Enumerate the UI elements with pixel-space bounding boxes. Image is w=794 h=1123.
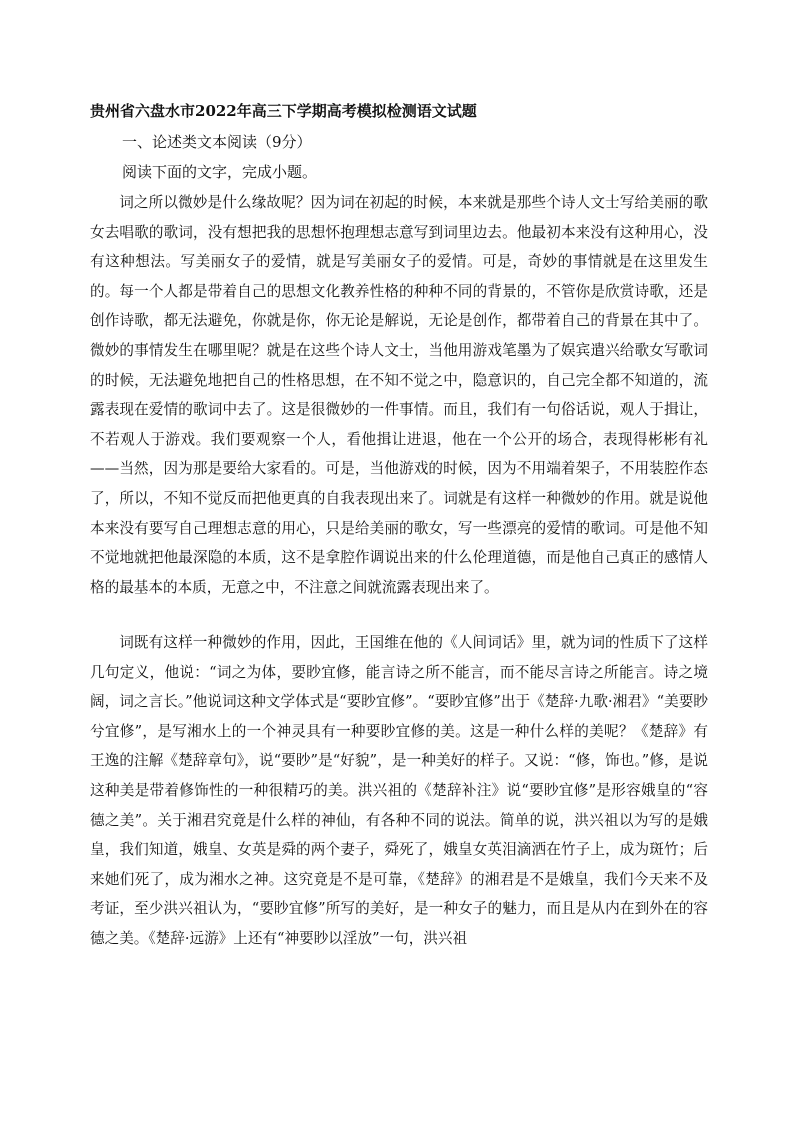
passage-paragraph-2: 词既有这样一种微妙的作用，因此，王国维在他的《人间词话》里，就为词的性质下了这样几句定义，他说：“词之为体，要眇宜修，能言诗之所不能言，而不能尽言诗之所能言。诗之境阔，词之言长。”他说词这种文学体式是“要眇宜修”。“要眇宜修”出于《楚辞·九歌·湘君》“美要眇兮宜修”，是写湘水上的一个神灵具有一种要眇宜修的美。这是一种什么样的美呢？《楚辞》有王逸的注解《楚辞章句》，说“要眇”是“好貌”，是一种美好的样子。又说：“修，饰也。”修，是说这种美是带着修饰性的一种很精巧的美。洪兴祖的《楚辞补注》说“要眇宜修”是形容娥皇的“容德之美”。关于湘君究竟是什么样的神仙，有各种不同的说法。简单的说，洪兴祖以为写的是娥皇，我们知道，娥皇、女英是舜的两个妻子，舜死了，娥皇女英泪滴洒在竹子上，成为斑竹；后来她们死了，成为湘水之神。这究竟是不是可靠，《楚辞》的湘君是不是娥皇，我们今天来不及考证，至少洪兴祖认为，“要眇宜修”所写的美好，是一种女子的魅力，而且是从内在到外在的容德之美。《楚辞·远游》上还有“神要眇以淫放”一句，洪兴祖 <box>90 634 708 947</box>
document-title: 贵州省六盘水市2022年高三下学期高考模拟检测语文试题 <box>90 102 477 120</box>
reading-instruction: 阅读下面的文字，完成小题。 <box>122 163 318 181</box>
section-heading: 一、论述类文本阅读（9分） <box>122 133 312 151</box>
passage-paragraph-1: 词之所以微妙是什么缘故呢？因为词在初起的时候，本来就是那些个诗人文士写给美丽的歌女去唱歌的歌词，没有想把我的思想怀抱理想志意写到词里边去。他最初本来没有这种用心，没有这种想法。写美丽女子的爱情，就是写美丽女子的爱情。可是，奇妙的事情就是在这里发生的。每一个人都是带着自己的思想文化教养性格的种种不同的背景的，不管你是欣赏诗歌，还是创作诗歌，都无法避免，你就是你，你无论是解说，无论是创作，都带着自己的背景在其中了。微妙的事情发生在哪里呢？就是在这些个诗人文士，当他用游戏笔墨为了娱宾遣兴给歌女写歌词的时候，无法避免地把自己的性格思想，在不知不觉之中，隐意识的，自己完全都不知道的，流露表现在爱情的歌词中去了。这是很微妙的一件事情。而且，我们有一句俗话说，观人于揖让，不若观人于游戏。我们要观察一个人，看他揖让进退，他在一个公开的场合，表现得彬彬有礼——当然，因为那是要给大家看的。可是，当他游戏的时候，因为不用端着架子，不用装腔作态了，所以，不知不觉反而把他更真的自我表现出来了。词就是有这样一种微妙的作用。就是说他本来没有要写自己理想志意的用心，只是给美丽的歌女，写一些漂亮的爱情的歌词。可是他不知不觉地就把他最深隐的本质，这不是拿腔作调说出来的什么伦理道德，而是他自己真正的感情人格的最基本的本质，无意之中，不注意之间就流露表现出来了。 <box>90 194 708 596</box>
